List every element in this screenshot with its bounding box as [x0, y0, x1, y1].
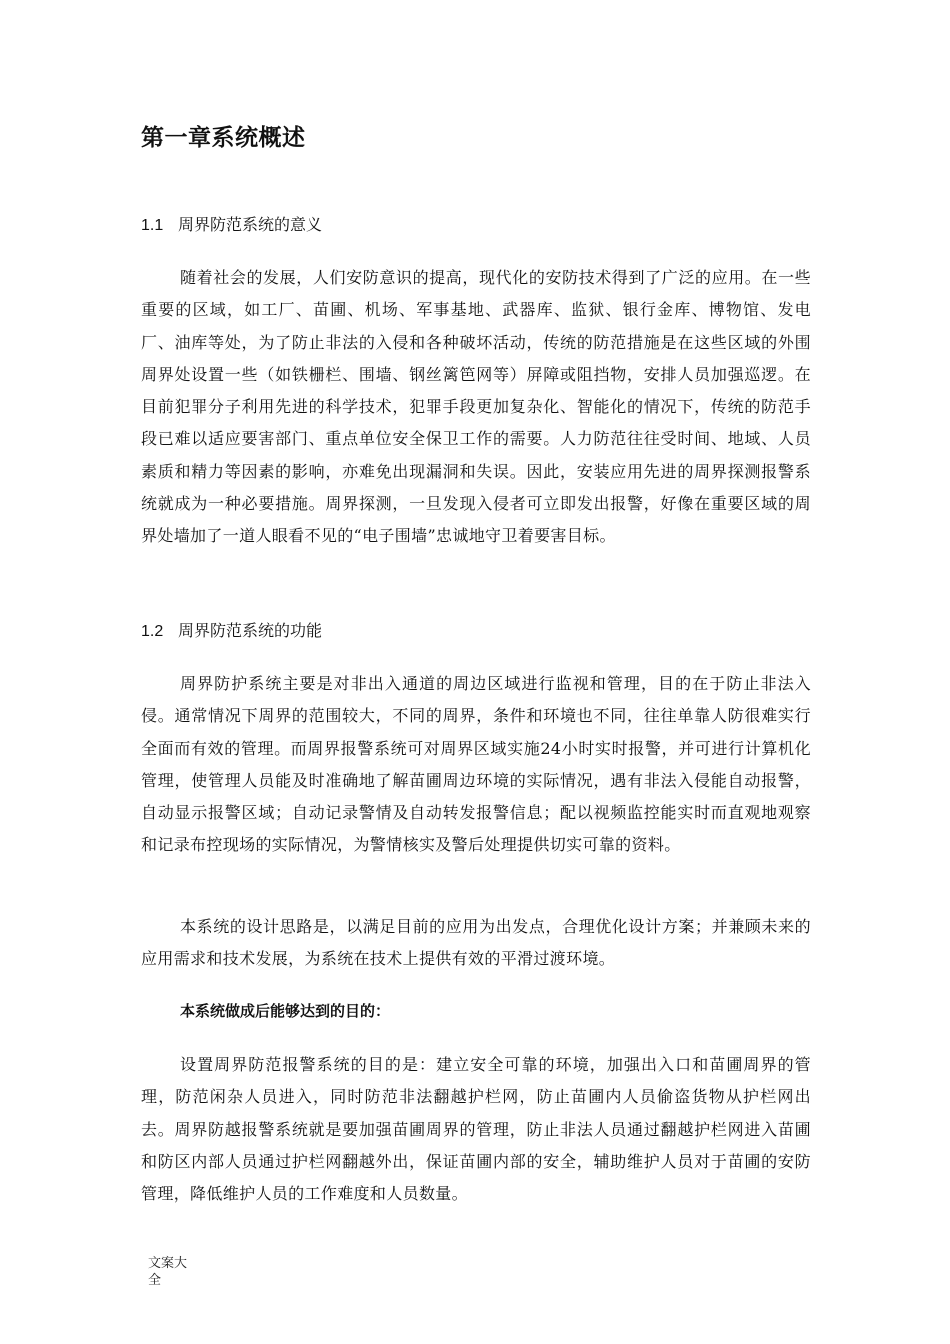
paragraph-design: 本系统的设计思路是，以满足目前的应用为出发点，合理优化设计方案；并兼顾未来的应用需求和技术发展，为系统在技术上提供有效的平滑过渡环境。	[141, 917, 811, 969]
section-number: 1.1	[141, 217, 164, 234]
paragraph-function: 周界防护系统主要是对非出入通道的周边区域进行监视和管理，目的在于防止非法入侵。通常情况下周界的范围较大，不同的周界，条件和环境也不同，往往单靠人防很难实行全面而有效的管理。而周界报警系统可对周界区域实施24小时实时报警，并可进行计算机化管理，使管理人员能及时准确地了解苗圃周边环境的实际情况，遇有非法入侵能自动报警，自动显示报警区域；自动记录警情及自动转发报警信息；配以视频监控能实时而直观地观察和记录布控现场的实际情况，为警情核实及警后处理提供切实可靠的资料。	[141, 674, 811, 855]
goal-lead-heading: 本系统做成后能够达到的目的：	[180, 1002, 391, 1020]
paragraph-goal: 设置周界防范报警系统的目的是：建立安全可靠的环境，加强出入口和苗圃周界的管理，防范闲杂人员进入，同时防范非法翻越护栏网，防止苗圃内人员偷盗货物从护栏网出去。周界防越报警系统就是要加强苗圃周界的管理，防止非法人员通过翻越护栏网进入苗圃和防区内部人员通过护栏网翻越外出，保证苗圃内部的安全，辅助维护人员对于苗圃的安防管理，降低维护人员的工作难度和人员数量。	[141, 1055, 811, 1204]
section-number: 1.2	[141, 623, 164, 640]
section-title: 周界防范系统的功能	[178, 621, 323, 640]
section-title: 周界防范系统的意义	[178, 215, 323, 234]
section-heading-1-2	[141, 619, 322, 644]
page-footer: 文案大全	[148, 1256, 188, 1288]
paragraph-significance: 随着社会的发展，人们安防意识的提高，现代化的安防技术得到了广泛的应用。在一些重要的区域，如工厂、苗圃、机场、军事基地、武器库、监狱、银行金库、博物馆、发电厂、油库等处，为了防止非法的入侵和各种破坏活动，传统的防范措施是在这些区域的外围周界处设置一些（如铁栅栏、围墙、钢丝篱笆网等）屏障或阻挡物，安排人员加强巡逻。在目前犯罪分子利用先进的科学技术，犯罪手段更加复杂化、智能化的情况下，传统的防范手段已难以适应要害部门、重点单位安全保卫工作的需要。人力防范往往受时间、地域、人员素质和精力等因素的影响，亦难免出现漏洞和失误。因此，安装应用先进的周界探测报警系统就成为一种必要措施。周界探测，一旦发现入侵者可立即发出报警，好像在重要区域的周界处墙加了一道人眼看不见的“电子围墙”忠诚地守卫着要害目标。	[141, 268, 811, 546]
section-heading-1-1	[141, 213, 322, 238]
chapter-title: 第一章系统概述	[141, 125, 306, 151]
